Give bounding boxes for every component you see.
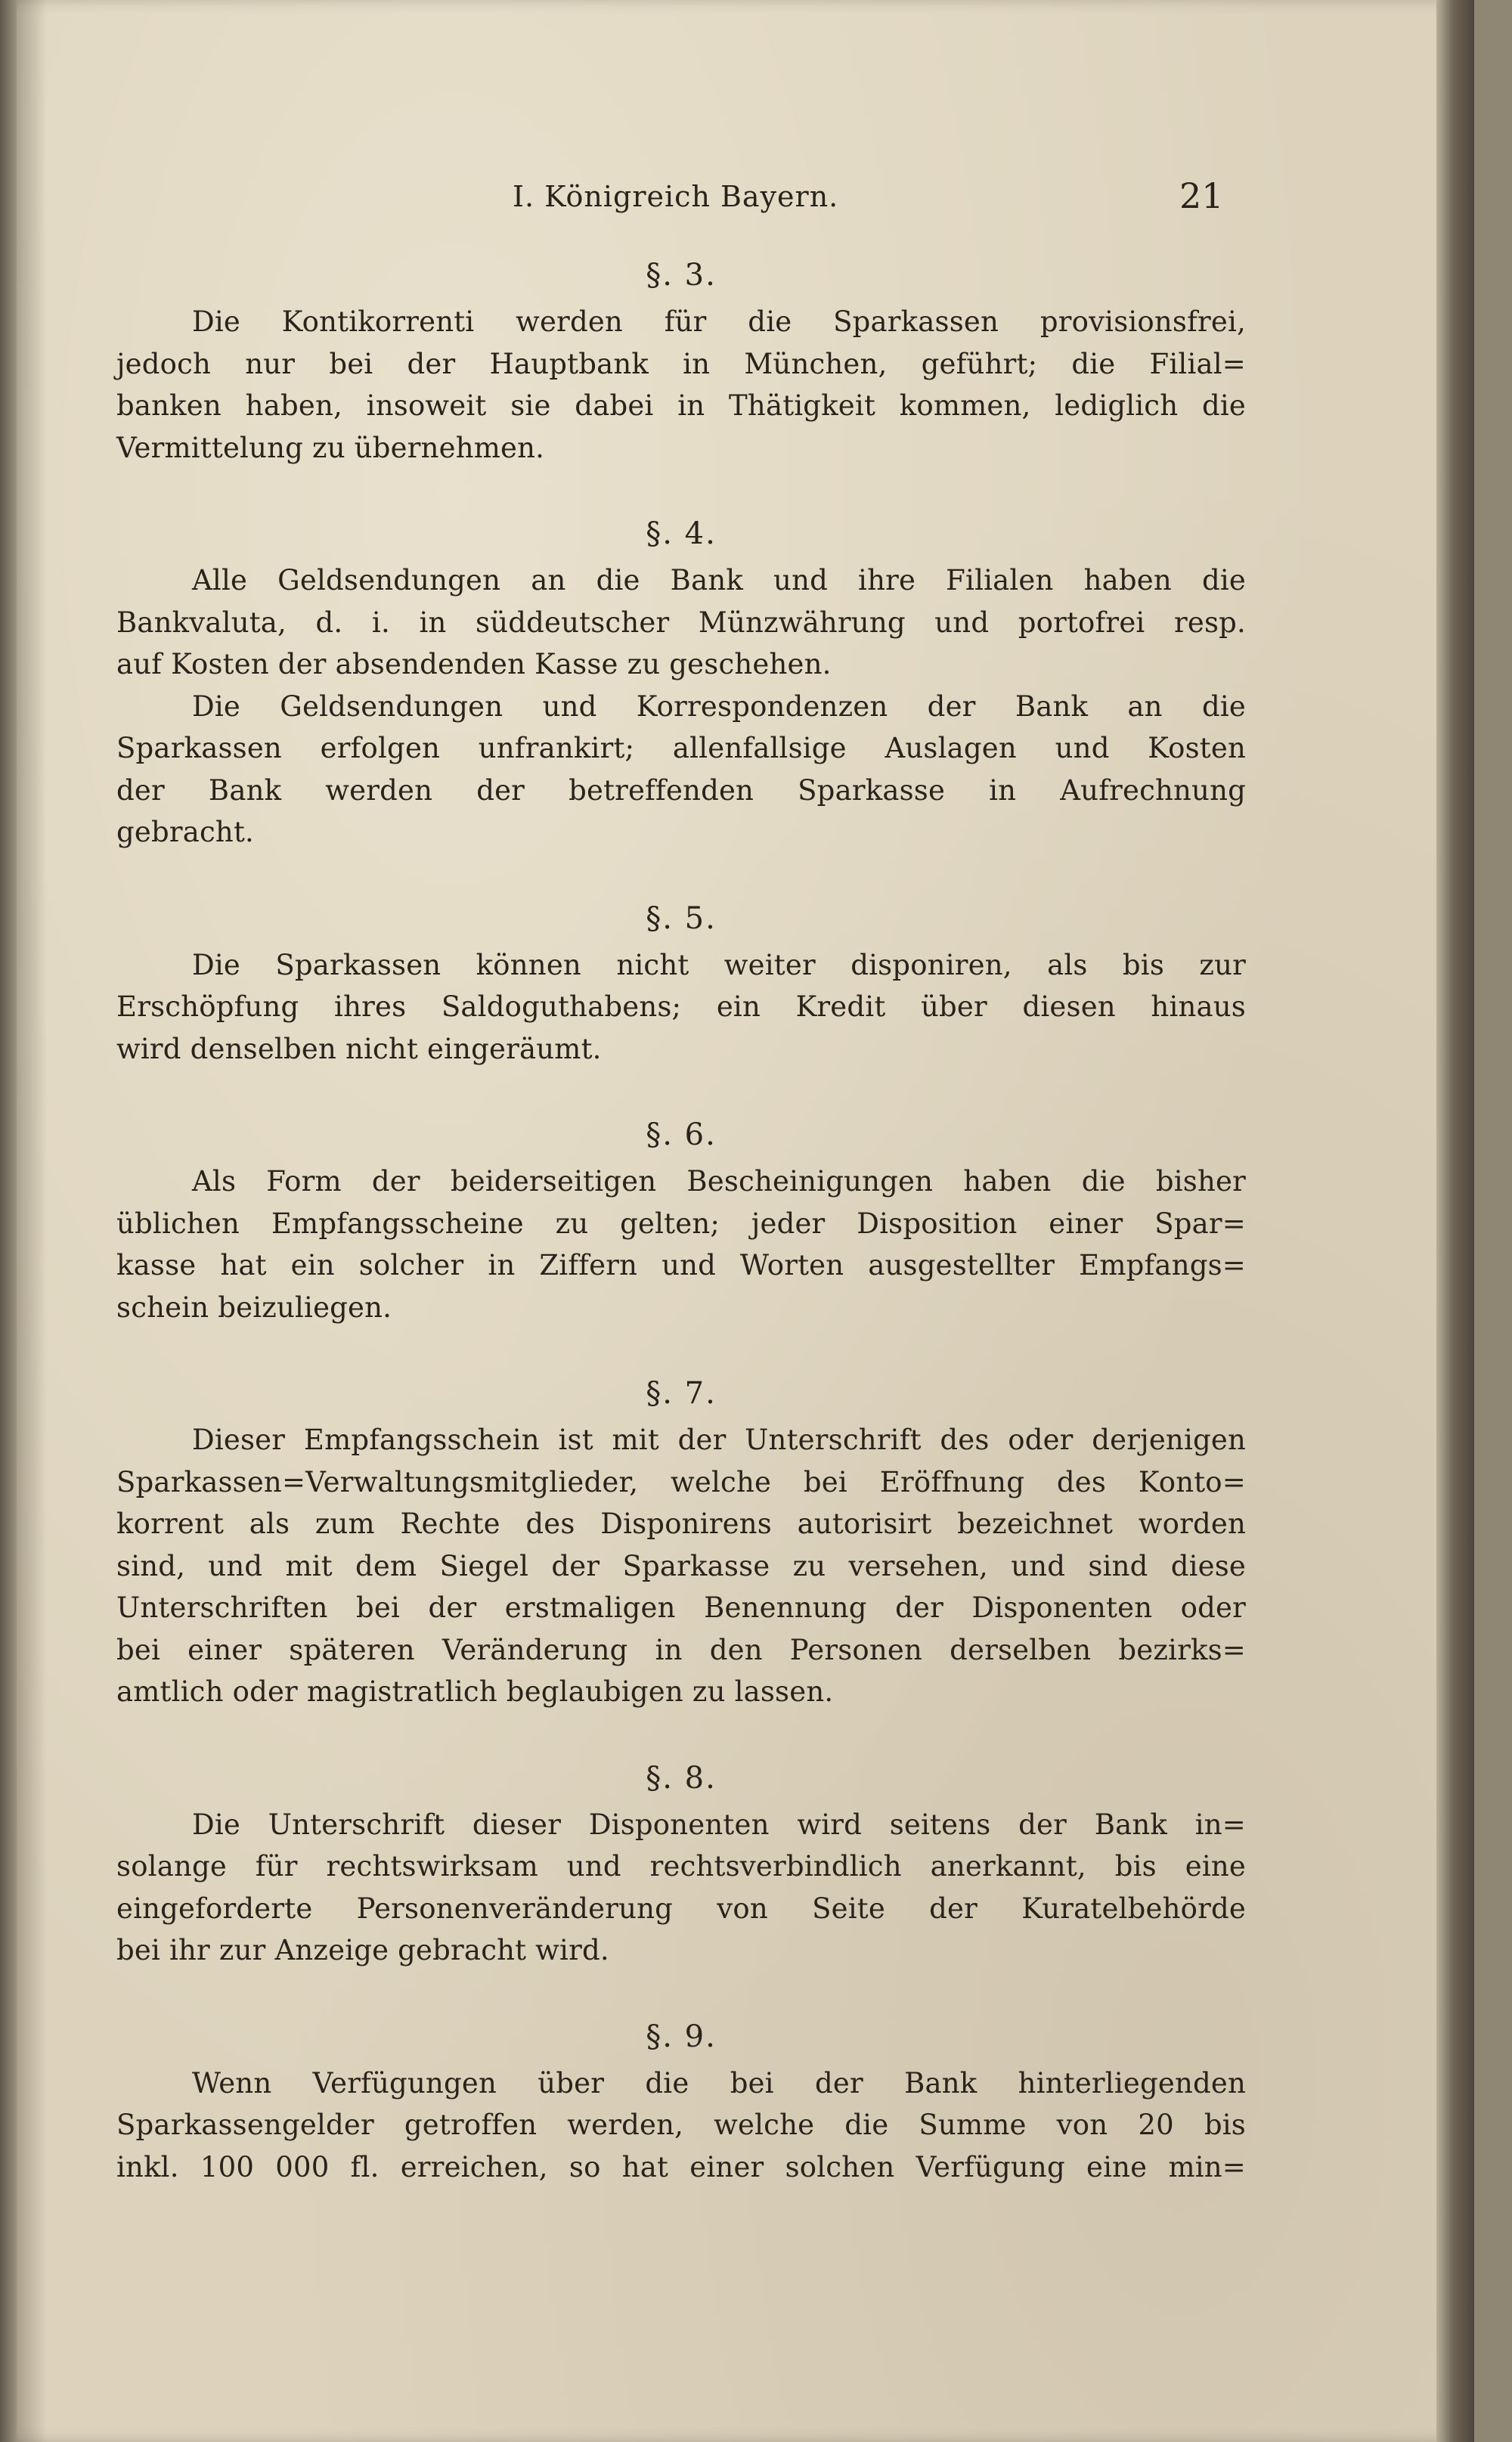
running-title: I. Königreich Bayern. [513,180,839,213]
text-line: Sparkassen erfolgen unfrankirt; allenfallsige Auslagen und Kosten [116,732,1246,764]
section-heading: §. 5. [646,900,717,936]
section-heading: §. 9. [646,2019,717,2054]
text-line: Bankvaluta, d. i. in süddeutscher Münzwährung und portofrei resp. [116,606,1246,639]
section [116,2016,1246,2189]
text-line: Vermittelung zu übernehmen. [116,431,545,464]
page-body [116,254,1246,2232]
section-heading: §. 8. [646,1760,717,1796]
text-line: Sparkassengelder getroffen werden, welche die Summe von 20 bis [116,2109,1246,2141]
text-line: Wenn Verfügungen über die bei der Bank hinterliegenden [192,2066,1246,2100]
running-header [17,175,1474,225]
text-line: Alle Geldsendungen an die Bank und ihre Filialen haben die [192,564,1246,597]
section [116,1114,1246,1328]
page-edge [1436,0,1474,2442]
spine-shadow [17,0,47,2442]
text-line: Als Form der beiderseitigen Bescheinigungen haben die bisher [192,1165,1246,1198]
text-line: der Bank werden der betreffenden Sparkasse in Aufrechnung [116,773,1246,807]
text-line: Die Unterschrift dieser Disponenten wird seitens der Bank in= [192,1808,1246,1841]
text-line: bei einer späteren Veränderung in den Personen derselben bezirks= [116,1633,1246,1666]
section-heading: §. 4. [646,516,717,551]
book-page [17,0,1474,2442]
text-line: Die Sparkassen können nicht weiter disponiren, als bis zur [192,948,1246,981]
text-line: gebracht. [116,816,254,848]
scan-background-left [0,0,17,2442]
text-line: üblichen Empfangsscheine zu gelten; jeder Disposition einer Spar= [116,1207,1246,1240]
text-line: amtlich oder magistratlich beglaubigen zu lassen. [116,1675,834,1708]
text-line: korrent als zum Rechte des Disponirens autorisirt bezeichnet worden [116,1508,1246,1540]
section-heading: §. 3. [646,258,717,293]
section [116,897,1246,1071]
text-line: wird denselben nicht eingeräumt. [116,1032,602,1065]
text-line: auf Kosten der absendenden Kasse zu geschehen. [116,648,832,680]
section [116,254,1246,469]
text-line: jedoch nur bei der Hauptbank in München, geführt; die Filial= [116,347,1246,380]
section-heading: §. 6. [646,1117,717,1152]
section [116,513,1246,854]
text-line: Erschöpfung ihres Saldoguthabens; ein Kredit über diesen hinaus [116,990,1246,1023]
text-line: Unterschriften bei der erstmaligen Benennung der Disponenten oder [116,1591,1246,1624]
text-line: sind, und mit dem Siegel der Sparkasse zu versehen, und sind diese [116,1549,1246,1582]
text-line: eingeforderte Personenveränderung von Seite der Kuratelbehörde [116,1892,1246,1925]
text-line: Die Kontikorrenti werden für die Sparkassen provisionsfrei, [192,305,1246,338]
text-line: schein beizuliegen. [116,1291,392,1324]
text-line: Sparkassen=Verwaltungsmitglieder, welche bei Eröffnung des Konto= [116,1465,1246,1498]
text-line: solange für rechtswirksam und rechtsverbindlich anerkannt, bis eine [116,1850,1246,1883]
text-line: inkl. 100 000 fl. erreichen, so hat einer solchen Verfügung eine min= [116,2150,1246,2183]
page-number: 21 [1179,175,1224,216]
section [116,1372,1246,1713]
text-line: Dieser Empfangsschein ist mit der Unterschrift des oder derjenigen [192,1424,1246,1456]
section-heading: §. 7. [646,1376,717,1411]
text-line: bei ihr zur Anzeige gebracht wird. [116,1934,609,1966]
text-line: banken haben, insoweit sie dabei in Thätigkeit kommen, lediglich die [116,389,1246,422]
text-line: Die Geldsendungen und Korrespondenzen der Bank an die [192,690,1246,723]
section [116,1757,1246,1972]
text-line: kasse hat ein solcher in Ziffern und Worten ausgestellter Empfangs= [116,1249,1246,1281]
